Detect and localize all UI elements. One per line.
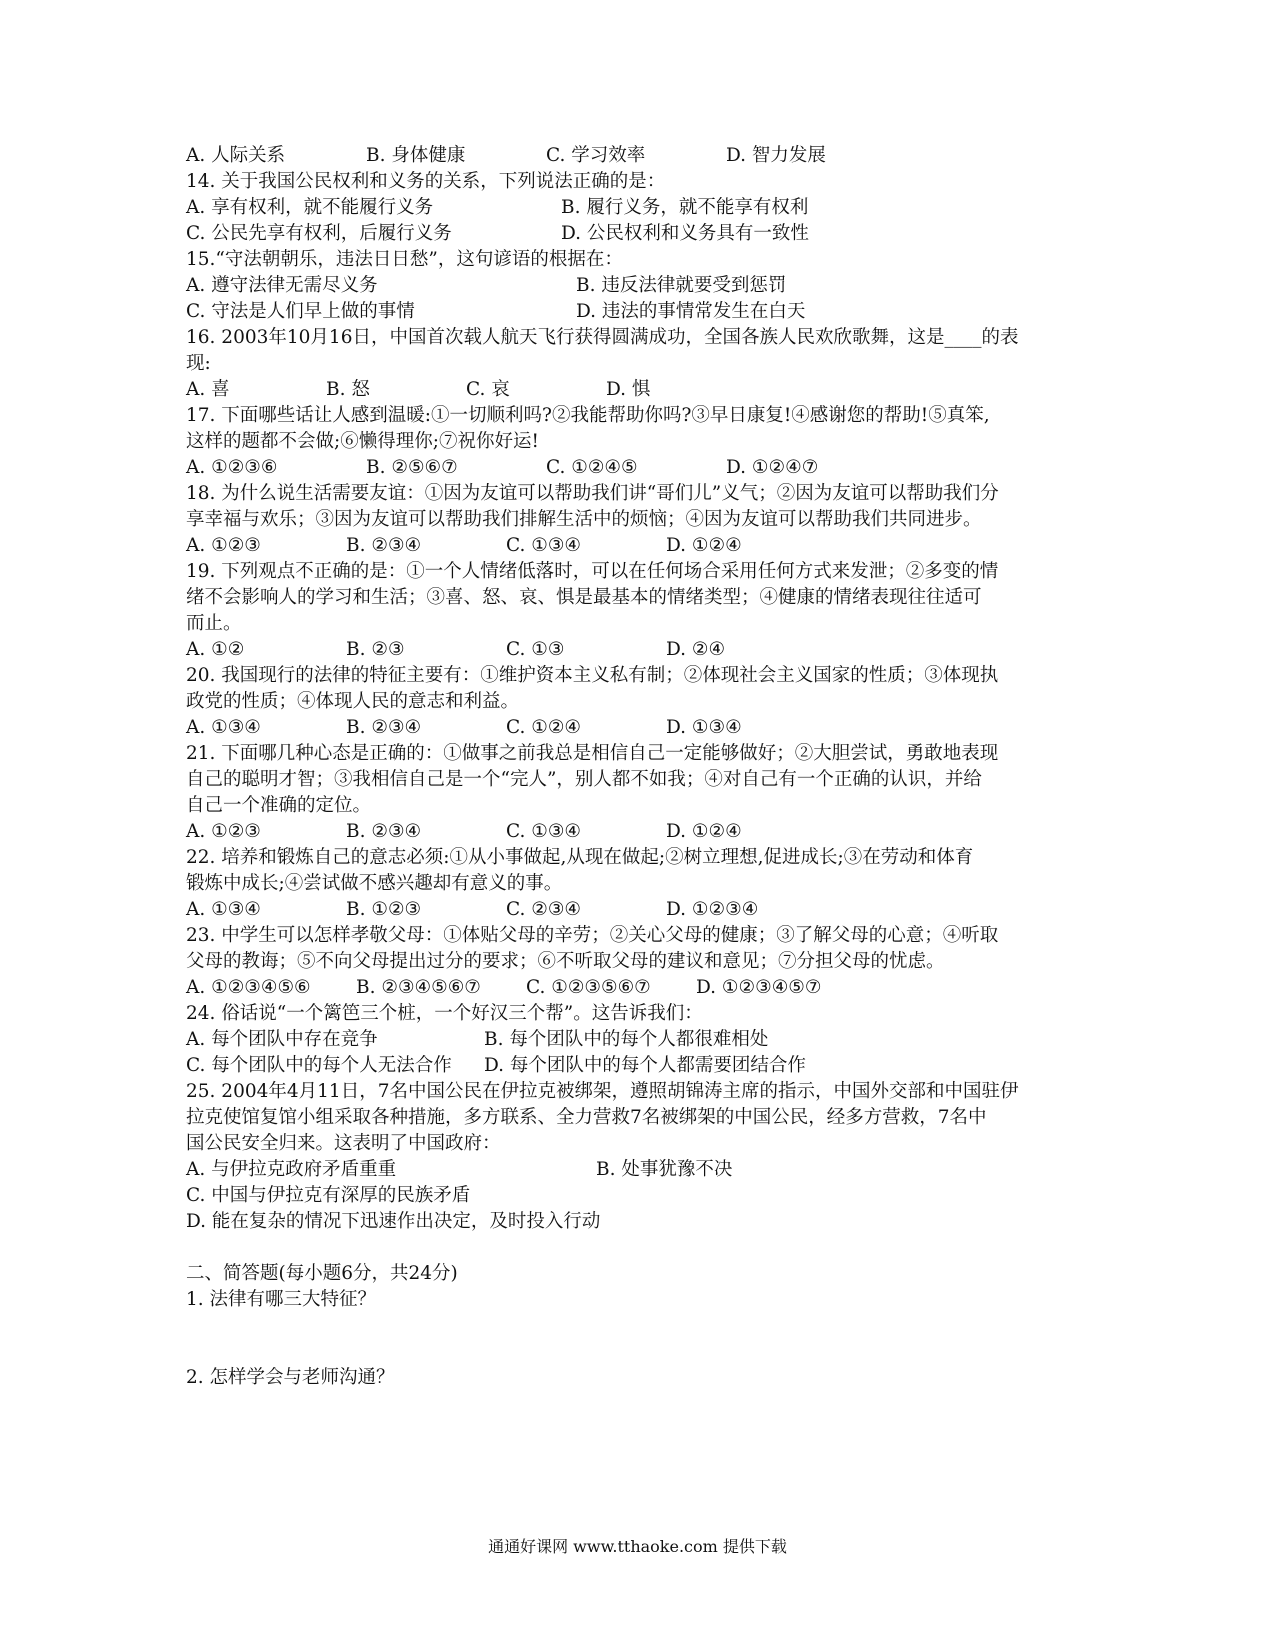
q13-option-a: A. 人际关系	[186, 145, 286, 166]
q16-stem-line2: 现:	[186, 353, 211, 374]
q20-option-c: C. ①②④	[506, 717, 582, 738]
q14-stem: 14. 关于我国公民权利和义务的关系，下列说法正确的是：	[186, 171, 666, 192]
q24-stem: 24. 俗话说“一个篱笆三个桩，一个好汉三个帮”。这告诉我们：	[186, 1003, 703, 1024]
q19-option-b: B. ②③	[346, 639, 405, 660]
q14-option-c: C. 公民先享有权利，后履行义务	[186, 223, 452, 244]
q24-option-b: B. 每个团队中的每个人都很难相处	[484, 1029, 769, 1050]
q18-option-c: C. ①③④	[506, 535, 582, 556]
section2-heading: 二、简答题(每小题6分，共24分)	[186, 1263, 458, 1284]
q21-option-c: C. ①③④	[506, 821, 582, 842]
q20-options	[186, 715, 742, 741]
q18-options	[186, 533, 742, 559]
q14-option-d: D. 公民权利和义务具有一致性	[561, 223, 809, 244]
q13-option-d: D. 智力发展	[726, 145, 826, 166]
q18-option-b: B. ②③④	[346, 535, 422, 556]
section2-question-2: 2. 怎样学会与老师沟通？	[186, 1367, 395, 1388]
q20-stem-line1: 20. 我国现行的法律的特征主要有：①维护资本主义私有制；②体现社会主义国家的性质；③体现执	[186, 665, 999, 686]
q25-option-b: B. 处事犹豫不决	[596, 1159, 733, 1180]
q16-options	[186, 377, 650, 403]
q13-options	[186, 143, 826, 169]
q18-stem-line2: 享幸福与欢乐；③因为友谊可以帮助我们排解生活中的烦恼；④因为友谊可以帮助我们共同进步。	[186, 509, 982, 530]
q21-option-b: B. ②③④	[346, 821, 422, 842]
q18-stem-line1: 18. 为什么说生活需要友谊：①因为友谊可以帮助我们讲“哥们儿”义气；②因为友谊可以帮助我们分	[186, 483, 999, 504]
q17-stem-line2: 这样的题都不会做;⑥懒得理你;⑦祝你好运!	[186, 431, 539, 452]
q17-option-d: D. ①②④⑦	[726, 457, 819, 478]
q24-option-d: D. 每个团队中的每个人都需要团结合作	[484, 1055, 806, 1076]
q16-option-a: A. 喜	[186, 379, 230, 400]
q24-options-row2	[186, 1053, 806, 1079]
q16-stem-line1: 16. 2003年10月16日，中国首次载人航天飞行获得圆满成功，全国各族人民欢欣歌舞，这是____的表	[186, 327, 1019, 348]
q23-options	[186, 975, 821, 1001]
q15-option-b: B. 违反法律就要受到惩罚	[576, 275, 787, 296]
q25-stem-line3: 国公民安全归来。这表明了中国政府：	[186, 1133, 501, 1154]
q15-option-d: D. 违法的事情常发生在白天	[576, 301, 806, 322]
section2-question-1: 1. 法律有哪三大特征？	[186, 1289, 377, 1310]
q15-options-row1	[186, 273, 786, 299]
q20-option-d: D. ①③④	[666, 717, 742, 738]
q25-options-row1	[186, 1157, 732, 1183]
q23-option-c: C. ①②③⑤⑥⑦	[526, 977, 651, 998]
q14-options-row1	[186, 195, 808, 221]
q22-option-c: C. ②③④	[506, 899, 582, 920]
q25-option-a: A. 与伊拉克政府矛盾重重	[186, 1159, 397, 1180]
q18-option-a: A. ①②③	[186, 535, 261, 556]
q25-option-d: D. 能在复杂的情况下迅速作出决定，及时投入行动	[186, 1211, 601, 1232]
q23-option-b: B. ②③④⑤⑥⑦	[356, 977, 481, 998]
q18-option-d: D. ①②④	[666, 535, 742, 556]
q13-option-c: C. 学习效率	[546, 145, 646, 166]
q22-options	[186, 897, 758, 923]
q15-stem: 15.“守法朝朝乐，违法日日愁”，这句谚语的根据在：	[186, 249, 623, 270]
q19-option-a: A. ①②	[186, 639, 245, 660]
q16-option-d: D. 惧	[606, 379, 651, 400]
q19-options	[186, 637, 725, 663]
q17-stem-line1: 17. 下面哪些话让人感到温暖:①一切顺利吗?②我能帮助你吗?③早日康复!④感谢您的帮助!⑤真笨,	[186, 405, 990, 426]
q21-options	[186, 819, 742, 845]
q19-option-d: D. ②④	[666, 639, 726, 660]
q15-option-a: A. 遵守法律无需尽义务	[186, 275, 378, 296]
q14-options-row2	[186, 221, 809, 247]
q23-option-d: D. ①②③④⑤⑦	[696, 977, 822, 998]
q14-option-a: A. 享有权利，就不能履行义务	[186, 197, 434, 218]
q17-options	[186, 455, 818, 481]
q21-stem-line1: 21. 下面哪几种心态是正确的：①做事之前我总是相信自己一定能够做好；②大胆尝试，勇敢地表现	[186, 743, 999, 764]
q20-stem-line2: 政党的性质；④体现人民的意志和利益。	[186, 691, 520, 712]
q23-stem-line1: 23. 中学生可以怎样孝敬父母：①体贴父母的辛劳；②关心父母的健康；③了解父母的心意；④听取	[186, 925, 999, 946]
q15-options-row2	[186, 299, 805, 325]
q19-stem-line1: 19. 下列观点不正确的是：①一个人情绪低落时，可以在任何场合采用任何方式来发泄；②多变的情	[186, 561, 999, 582]
q24-option-c: C. 每个团队中的每个人无法合作	[186, 1055, 452, 1076]
q22-option-b: B. ①②③	[346, 899, 422, 920]
q17-option-a: A. ①②③⑥	[186, 457, 278, 478]
q16-option-c: C. 哀	[466, 379, 510, 400]
q22-option-d: D. ①②③④	[666, 899, 759, 920]
q21-stem-line3: 自己一个准确的定位。	[186, 795, 372, 816]
q22-stem-line1: 22. 培养和锻炼自己的意志必须:①从小事做起,从现在做起;②树立理想,促进成长;③在劳动和体育	[186, 847, 974, 868]
q14-option-b: B. 履行义务，就不能享有权利	[561, 197, 809, 218]
q21-stem-line2: 自己的聪明才智；③我相信自己是一个“完人”，别人都不如我；④对自己有一个正确的认识，并给	[186, 769, 982, 790]
q13-option-b: B. 身体健康	[366, 145, 466, 166]
q24-options-row1	[186, 1027, 768, 1053]
q17-option-b: B. ②⑤⑥⑦	[366, 457, 458, 478]
q23-stem-line2: 父母的教诲；⑤不向父母提出过分的要求；⑥不听取父母的建议和意见；⑦分担父母的忧虑。	[186, 951, 945, 972]
q21-option-a: A. ①②③	[186, 821, 261, 842]
q25-stem-line1: 25. 2004年4月11日，7名中国公民在伊拉克被绑架，遵照胡锦涛主席的指示，中国外交部和中国驻伊	[186, 1081, 1019, 1102]
q20-option-a: A. ①③④	[186, 717, 261, 738]
q21-option-d: D. ①②④	[666, 821, 742, 842]
q15-option-c: C. 守法是人们早上做的事情	[186, 301, 415, 322]
q19-stem-line2: 绪不会影响人的学习和生活；③喜、怒、哀、惧是最基本的情绪类型；④健康的情绪表现往往适可	[186, 587, 982, 608]
q19-option-c: C. ①③	[506, 639, 565, 660]
q16-option-b: B. 怒	[326, 379, 370, 400]
q17-option-c: C. ①②④⑤	[546, 457, 638, 478]
q25-option-c: C. 中国与伊拉克有深厚的民族矛盾	[186, 1185, 471, 1206]
q19-stem-line3: 而止。	[186, 613, 242, 634]
q23-option-a: A. ①②③④⑤⑥	[186, 977, 311, 998]
q24-option-a: A. 每个团队中存在竞争	[186, 1029, 378, 1050]
q22-option-a: A. ①③④	[186, 899, 261, 920]
q22-stem-line2: 锻炼中成长;④尝试做不感兴趣却有意义的事。	[186, 873, 563, 894]
page-footer: 通通好课网 www.tthaoke.com 提供下载	[488, 1537, 787, 1556]
q25-stem-line2: 拉克使馆复馆小组采取各种措施，多方联系、全力营救7名被绑架的中国公民，经多方营救，7名中	[186, 1107, 987, 1128]
q20-option-b: B. ②③④	[346, 717, 422, 738]
